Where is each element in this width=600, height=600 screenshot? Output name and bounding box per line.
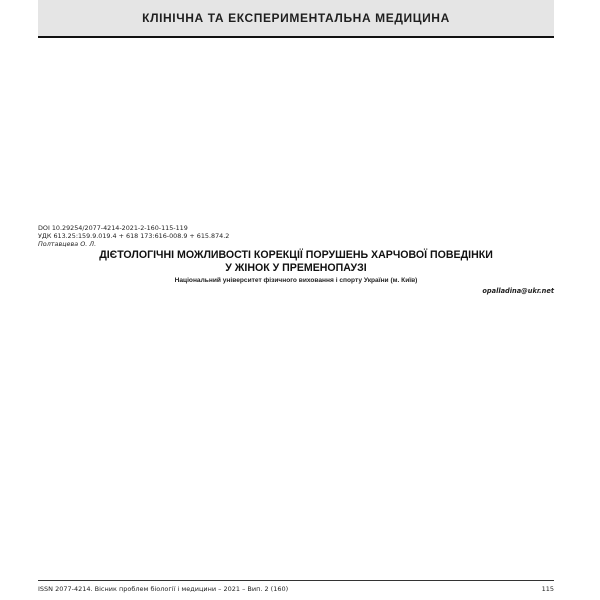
- doi: DOI 10.29254/2077-4214-2021-2-160-115-119: [38, 224, 188, 232]
- doi-udc: [38, 224, 229, 241]
- page-footer: [38, 580, 554, 593]
- article-title: [38, 249, 554, 275]
- title-line-1: ДІЄТОЛОГІЧНІ МОЖЛИВОСТІ КОРЕКЦІЇ ПОРУШЕНЬ ХАРЧОВОЇ ПОВЕДІНКИ: [99, 249, 493, 261]
- journal-header: КЛІНІЧНА ТА ЕКСПЕРИМЕНТАЛЬНА МЕДИЦИНА: [38, 0, 554, 38]
- page-number: 115: [541, 585, 554, 593]
- title-line-2: У ЖІНОК У ПРЕМЕНОПАУЗІ: [225, 262, 367, 274]
- footer-journal: ISSN 2077-4214. Вісник проблем біології і медицини – 2021 – Вип. 2 (160): [38, 585, 289, 593]
- udc: УДК 613.25:159.9.019.4 + 618 173:616-008.9 + 615.874.2: [38, 232, 230, 241]
- authors: Полтавцева О. Л.: [38, 240, 97, 248]
- email: opalladina@ukr.net: [482, 287, 554, 295]
- affiliation: Національний університет фізичного виховання і спорту України (м. Київ): [174, 277, 418, 284]
